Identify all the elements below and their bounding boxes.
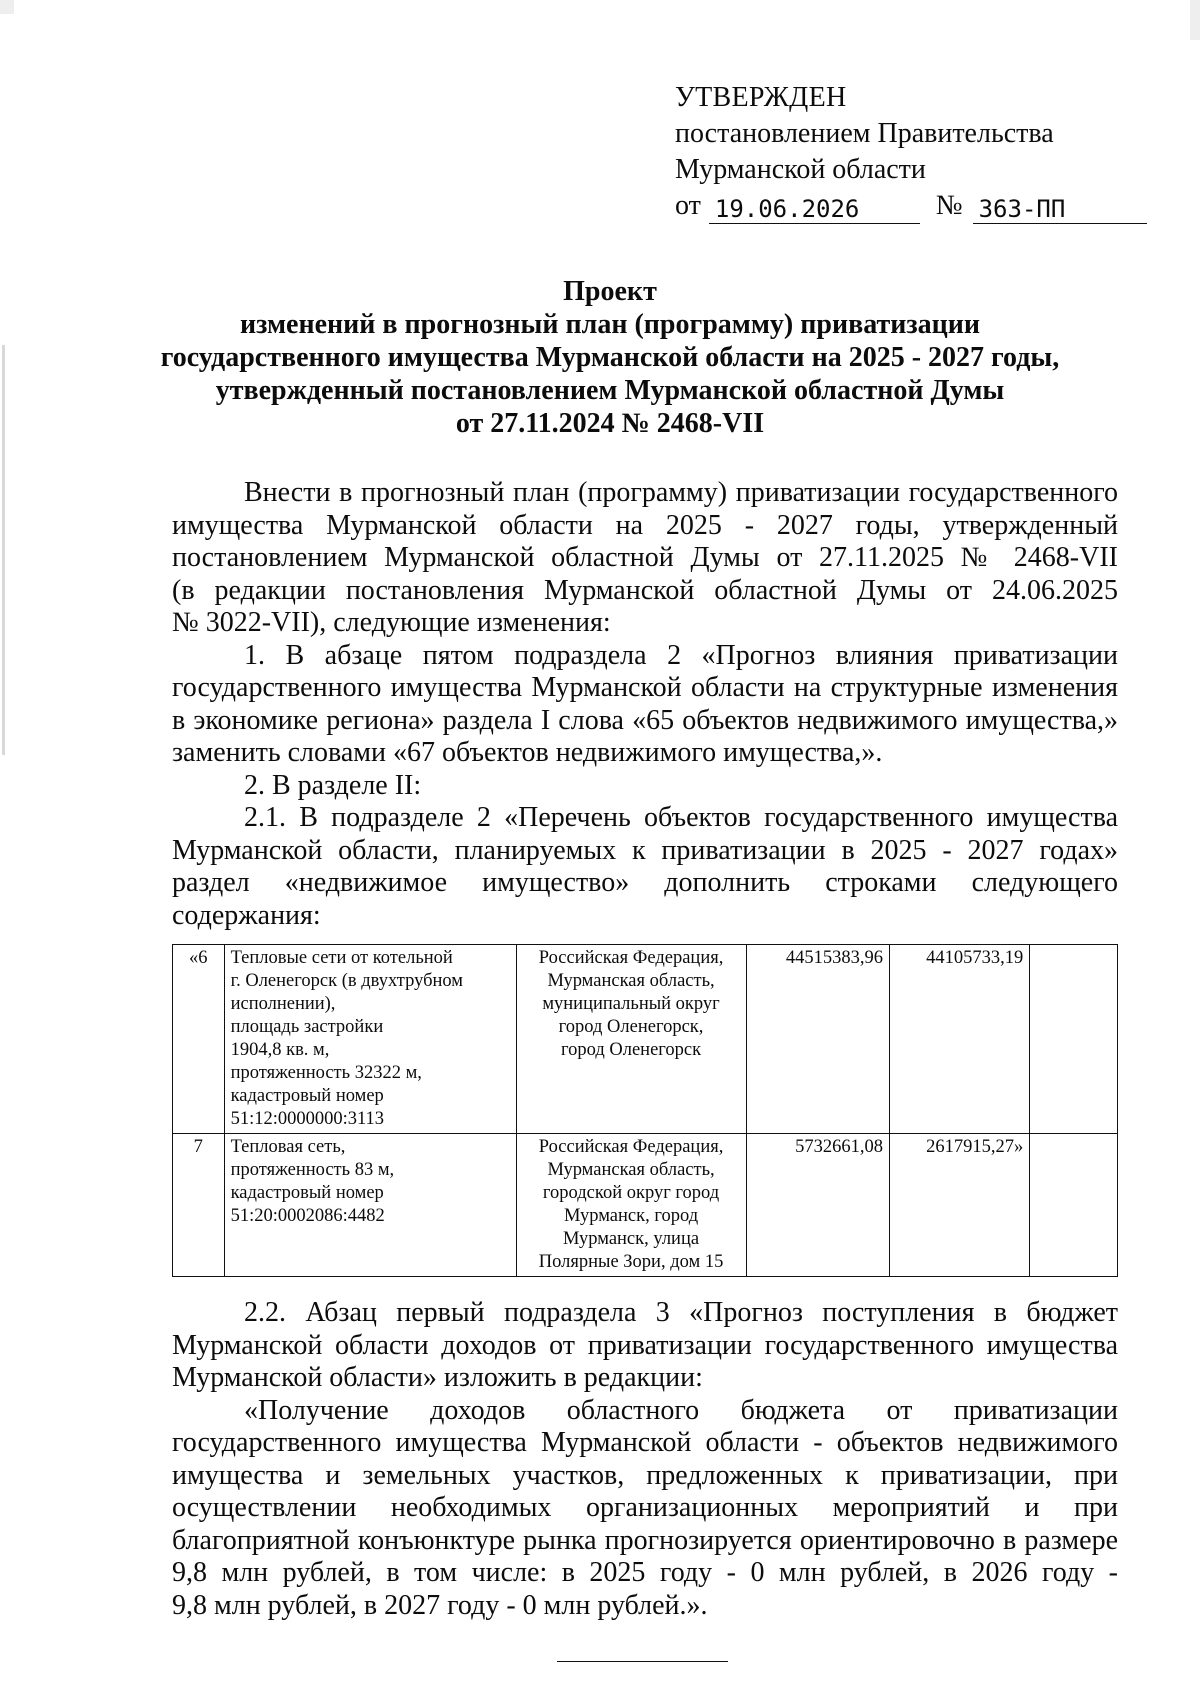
quote-line: благоприятной конъюнктуре рынка прогнозируется ориентировочно в размере (172, 1524, 1118, 1556)
object-address-line: Полярные Зори, дом 15 (538, 1252, 724, 1272)
scan-artifact (1190, 0, 1200, 40)
item-1-line: 1. В абзаце пятом подраздела 2 «Прогноз влияния приватизации (244, 639, 1118, 671)
object-name-line: г. Оленегорск (в двухтрубном (230, 971, 464, 991)
quote-line: осуществлении необходимых организационных мероприятий и при (172, 1492, 1118, 1523)
text-line: (в редакции постановления Мурманской областной Думы от 24.06.2025 (172, 574, 1118, 606)
object-name-line: площадь застройки (230, 1017, 384, 1037)
item-1-line: государственного имущества Мурманской области на структурные изменения (172, 672, 1118, 703)
number-label: № (935, 190, 963, 221)
scan-margin-mark (2, 345, 5, 755)
item-1-line: в экономике региона» раздела I слова «65 объектов недвижимого имущества,» (172, 704, 1118, 736)
object-address-line: город Оленегорск, (558, 1017, 704, 1037)
object-name-cell (224, 1134, 516, 1277)
value-cell: 2617915,27» (889, 1134, 1029, 1277)
text-line: имущества Мурманской области на 2025 - 2027 годы, утвержденный (172, 509, 1118, 541)
approval-date-line (675, 188, 1147, 224)
object-address-line: Российская Федерация, (538, 1137, 724, 1157)
quote-line: государственного имущества Мурманской области - объектов недвижимого (172, 1427, 1118, 1458)
text-line: № 3022-VII), следующие изменения: (172, 607, 611, 638)
table-row (173, 945, 1118, 1134)
value-cell: 44105733,19 (889, 945, 1029, 1134)
object-name-line: кадастровый номер (230, 1183, 384, 1203)
text-line: 2.2. Абзац первый подраздела 3 «Прогноз поступления в бюджет (244, 1297, 1118, 1328)
from-label: от (675, 190, 701, 221)
quote-line: имущества и земельных участков, предложенных к приватизации, при (172, 1459, 1118, 1491)
row-number-cell: 7 (173, 1134, 225, 1277)
object-address-line: Российская Федерация, (538, 948, 724, 968)
approval-date: 19.06.2026 (709, 195, 920, 224)
quote-line: 9,8 млн рублей, в 2027 году - 0 млн рублей.». (172, 1589, 708, 1621)
text-line: Внести в прогнозный план (программу) приватизации государственного (244, 477, 1118, 508)
object-name-line: протяженность 32322 м, (230, 1063, 422, 1083)
objects-table (172, 944, 1118, 1277)
object-address-line: Мурманск, город (564, 1206, 699, 1226)
object-address-cell (516, 945, 746, 1134)
empty-cell (1030, 1134, 1118, 1277)
object-name-line: 1904,8 кв. м, (230, 1040, 330, 1060)
quote-line: «Получение доходов областного бюджета от приватизации (244, 1394, 1118, 1426)
intro-paragraph (172, 477, 1118, 932)
item-2-1-line: содержания: (172, 899, 321, 931)
object-name-line: кадастровый номер (230, 1086, 384, 1106)
object-address-line: Мурманск, улица (563, 1229, 700, 1249)
text-line: постановлением Мурманской областной Думы от 27.11.2025 № 2468-VII (172, 542, 1118, 573)
empty-cell (1030, 945, 1118, 1134)
text-line: Мурманской области» изложить в редакции: (172, 1362, 703, 1393)
object-name-line: Тепловые сети от котельной (230, 948, 453, 968)
object-address-line: город Оленегорск (560, 1040, 702, 1060)
item-2-1-line: Мурманской области, планируемых к приватизации в 2025 - 2027 годах» (172, 834, 1118, 866)
quote-line: 9,8 млн рублей, в том числе: в 2025 году - 0 млн рублей, в 2026 году - (172, 1557, 1118, 1588)
object-name-line: исполнении), (230, 994, 336, 1014)
document-title: Проект (563, 276, 657, 307)
value-cell: 44515383,96 (746, 945, 889, 1134)
object-name-cell (224, 945, 516, 1134)
item-2-heading: 2. В разделе II: (244, 769, 422, 801)
approval-line: Мурманской области (675, 154, 926, 185)
approval-number: 363-ПП (973, 195, 1147, 224)
object-address-cell (516, 1134, 746, 1277)
scan-artifact (0, 0, 14, 14)
approval-line: постановлением Правительства (675, 118, 1054, 149)
row-number-cell: «6 (173, 945, 225, 1134)
object-name-line: 51:12:0000000:3113 (230, 1109, 385, 1129)
header-line: государственного имущества Мурманской области на 2025 - 2027 годы, (160, 342, 1060, 373)
header-line: изменений в прогнозный план (программу) приватизации (239, 309, 981, 340)
table-row (173, 1134, 1118, 1277)
object-address-line: Мурманская область, (547, 971, 715, 991)
item-2-2-paragraph (172, 1297, 1118, 1622)
objects-table-body (173, 945, 1118, 1277)
object-name-line: Тепловая сеть, (230, 1137, 346, 1157)
item-2-1-line: раздел «недвижимое имущество» дополнить строками следующего (172, 867, 1118, 898)
object-address-line: городской округ город (542, 1183, 720, 1203)
approval-block (675, 80, 1147, 224)
object-name-line: 51:20:0002086:4482 (230, 1206, 385, 1226)
approval-title: УТВЕРЖДЕН (675, 82, 847, 113)
object-address-line: Мурманская область, (547, 1160, 715, 1180)
object-address-line: муниципальный округ (542, 994, 720, 1014)
text-line: Мурманской области доходов от приватизации государственного имущества (172, 1329, 1118, 1361)
document-header (150, 275, 1070, 440)
end-separator-line (557, 1661, 728, 1662)
header-line: от 27.11.2024 № 2468-VII (455, 408, 765, 439)
value-cell: 5732661,08 (746, 1134, 889, 1277)
item-1-line: заменить словами «67 объектов недвижимого имущества,». (172, 737, 883, 768)
header-line: утвержденный постановлением Мурманской областной Думы (215, 375, 1005, 406)
object-name-line: протяженность 83 м, (230, 1160, 395, 1180)
item-2-1-line: 2.1. В подразделе 2 «Перечень объектов государственного имущества (244, 802, 1118, 833)
